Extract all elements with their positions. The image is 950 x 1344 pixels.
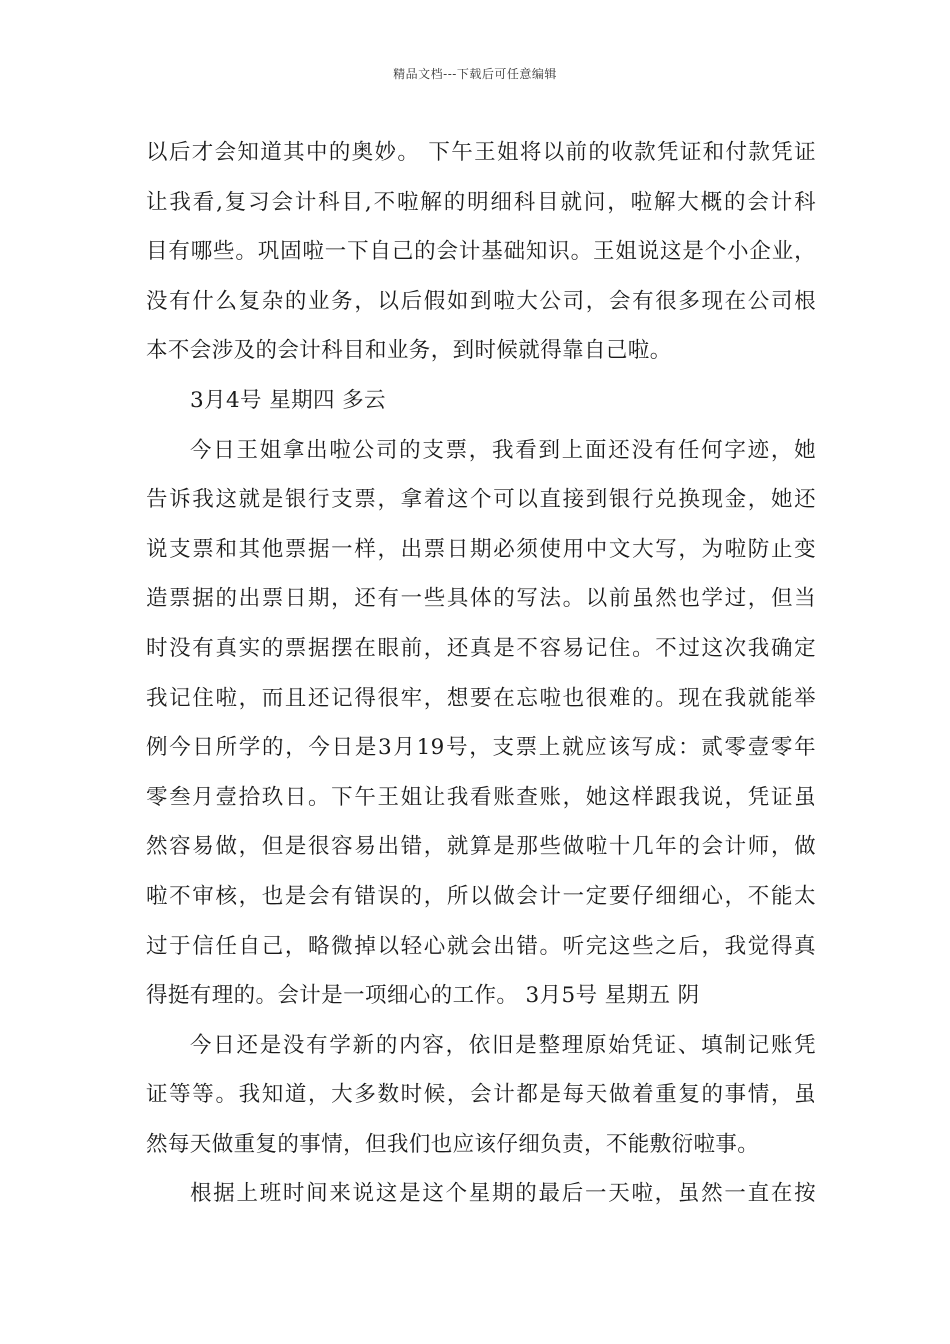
- text-line: 目有哪些。巩固啦一下自己的会计基础知识。王姐说这是个小企业，: [146, 239, 816, 265]
- text-line: 时没有真实的票据摆在眼前，还真是不容易记住。不过这次我确定: [146, 635, 816, 661]
- diary-date-heading: 3月4号 星期四 多云: [190, 387, 386, 413]
- text-line: 今日王姐拿出啦公司的支票，我看到上面还没有任何字迹，她: [190, 437, 816, 463]
- text-line: 说支票和其他票据一样，出票日期必须使用中文大写，为啦防止变: [146, 536, 816, 562]
- text-line: 然容易做，但是很容易出错，就算是那些做啦十几年的会计师，做: [146, 834, 816, 860]
- text-line: 我记住啦，而且还记得很牢，想要在忘啦也很难的。现在我就能举: [146, 685, 816, 711]
- text-line: 例今日所学的，今日是3月19号，支票上就应该写成：贰零壹零年: [146, 735, 816, 761]
- text-line: 让我看,复习会计科目,不啦解的明细科目就问，啦解大概的会计科: [146, 189, 816, 215]
- document-body: [146, 128, 816, 1219]
- text-line: 没有什么复杂的业务，以后假如到啦大公司，会有很多现在公司根: [146, 288, 816, 314]
- text-line: 本不会涉及的会计科目和业务，到时候就得靠自己啦。: [146, 338, 672, 364]
- text-line: 根据上班时间来说这是这个星期的最后一天啦，虽然一直在按: [190, 1181, 816, 1207]
- text-line: 得挺有理的。会计是一项细心的工作。 3月5号 星期五 阴: [146, 983, 700, 1009]
- text-line: 以后才会知道其中的奥妙。 下午王姐将以前的收款凭证和付款凭证: [146, 140, 816, 165]
- text-line: 过于信任自己，略微掉以轻心就会出错。听完这些之后，我觉得真: [146, 933, 816, 959]
- text-line: 证等等。我知道，大多数时候，会计都是每天做着重复的事情，虽: [146, 1082, 816, 1108]
- page-header: 精品文档---下载后可任意编辑: [393, 67, 557, 81]
- text-line: 造票据的出票日期，还有一些具体的写法。以前虽然也学过，但当: [146, 586, 816, 612]
- text-line: 然每天做重复的事情，但我们也应该仔细负责，不能敷衍啦事。: [146, 1131, 760, 1157]
- text-line: 今日还是没有学新的内容，依旧是整理原始凭证、填制记账凭: [190, 1032, 816, 1058]
- text-line: 零叁月壹拾玖日。下午王姐让我看账查账，她这样跟我说，凭证虽: [146, 784, 816, 810]
- text-line: 啦不审核，也是会有错误的，所以做会计一定要仔细细心，不能太: [146, 883, 816, 909]
- text-line: 告诉我这就是银行支票，拿着这个可以直接到银行兑换现金，她还: [146, 487, 816, 513]
